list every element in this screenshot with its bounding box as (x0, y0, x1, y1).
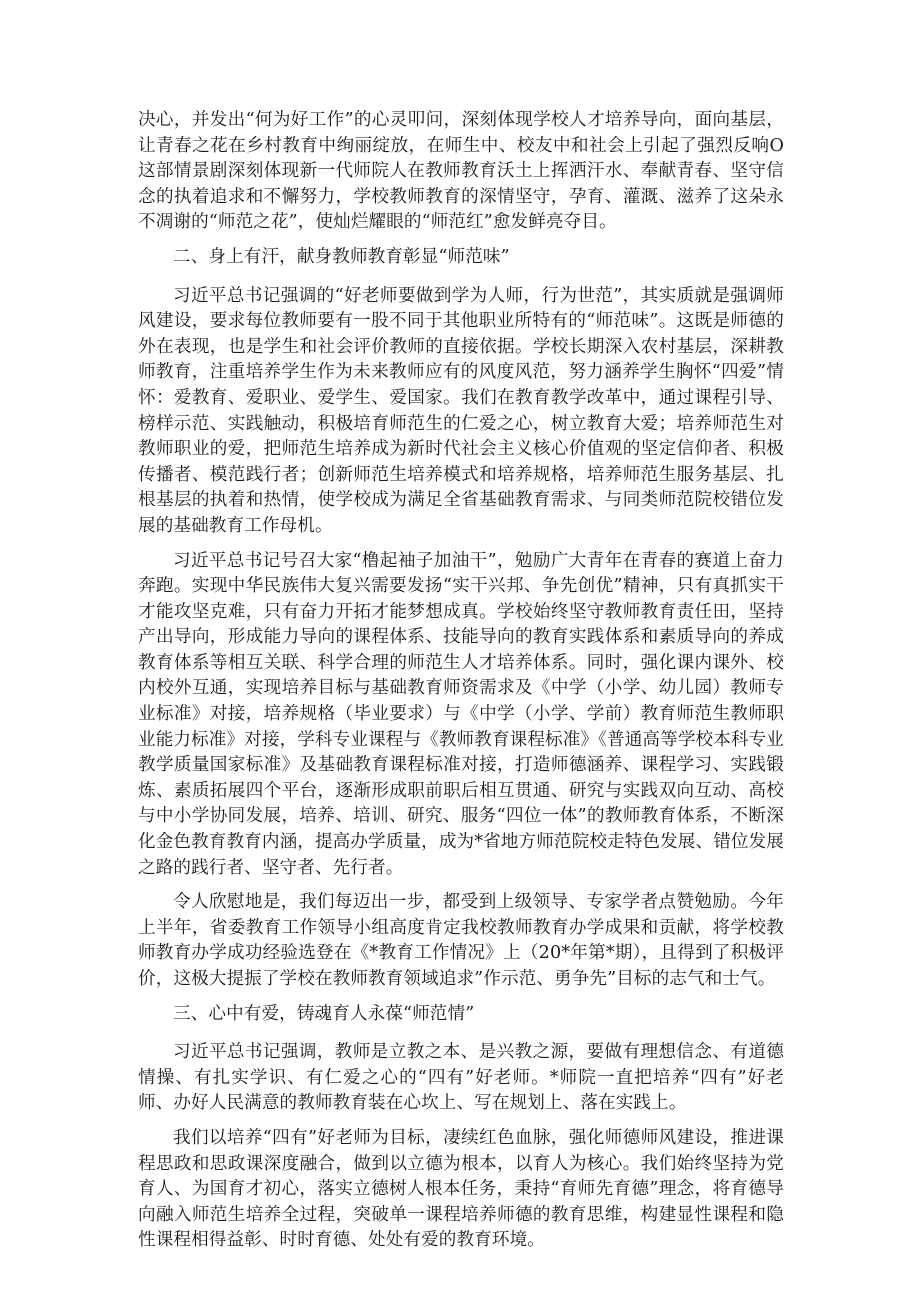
paragraph: 习近平总书记强调，教师是立教之本、是兴教之源，要做有理想信念、有道德情操、有扎实学识、有仁爱之心的“四有”好老师。*师院一直把培养“四有”好老师、办好人民满意的教师教育装在心坎上、写在规划上、落在实践上。 (138, 1042, 784, 1114)
document-page (138, 108, 784, 1263)
paragraph-continued: 决心，并发出“何为好工作”的心灵叩问，深刻体现学校人才培养导向，面向基层，让青春之花在乡村教育中绚丽绽放，在师生中、校友中和社会上引起了强烈反响O这部情景剧深刻体现新一代师院人在教师教育沃土上挥洒汗水、奉献青春、坚守信念的执着追求和不懈努力，学校教师教育的深情坚守，孕育、灌溉、滋养了这朵永不凋谢的“师范之花”，使灿烂耀眼的“师范红”愈发鲜亮夺目。 (138, 110, 784, 233)
paragraph: 习近平总书记号召大家“橹起袖子加油干”，勉励广大青年在青春的赛道上奋力奔跑。实现中华民族伟大复兴需要发扬“实干兴邦、争先创优”精神，只有真抓实干才能攻坚克难，只有奋力开拓才能梦想成真。学校始终坚守教师教育责任田，坚持产出导向，形成能力导向的课程体系、技能导向的教育实践体系和素质导向的养成教育体系等相互关联、科学合理的师范生人才培养体系。同时，强化课内课外、校内校外互通，实现培养目标与基础教育师资需求及《中学（小学、幼儿园）教师专业标准》对接，培养规格（毕业要求）与《中学（小学、学前）教育师范生教师职业能力标准》对接，学科专业课程与《教师教育课程标准》《普通高等学校本科专业教学质量国家标准》及基础教育课程标准对接，打造师德涵养、课程学习、实践锻炼、素质拓展四个平台，逐渐形成职前职后相互贯通、研究与实践双向互动、高校与中小学协同发展，培养、培训、研究、服务“四位一体”的教师教育体系，不断深化金色教育教育内涵，提高办学质量，成为*省地方师范院校走特色发展、错位发展之路的践行者、坚守者、先行者。 (138, 550, 784, 878)
section-heading-3: 三、心中有爱，铸魂育人永葆“师范情” (173, 1003, 475, 1024)
section-heading-2: 二、身上有汗，献身教师教育彰显“师范味” (173, 246, 510, 267)
paragraph: 习近平总书记强调的“好老师要做到学为人师，行为世范”，其实质就是强调师风建设，要求每位教师要有一股不同于其他职业所特有的“师范味”。这既是师德的外在表现，也是学生和社会评价教师的直接依据。学校长期深入农村基层，深耕教师教育，注重培养学生作为未来教师应有的风度风范，努力涵养学生胸怀“四爱”情怀：爱教育、爱职业、爱学生、爱国家。我们在教育教学改革中，通过课程引导、榜样示范、实践触动，积极培育师范生的仁爱之心，树立教育大爱；培养师范生对教师职业的爱，把师范生培养成为新时代社会主义核心价值观的坚定信仰者、积极传播者、模范践行者；创新师范生培养模式和培养规格，培养师范生服务基层、扎根基层的执着和热情，使学校成为满足全省基础教育需求、与同类师范院校错位发展的基础教育工作母机。 (138, 285, 784, 536)
paragraph: 令人欣慰地是，我们每迈出一步，都受到上级领导、专家学者点赞勉励。今年上半年，省委教育工作领导小组高度肯定我校教师教育办学成果和贡献，将学校教师教育办学成功经验选登在《*教育工作情况》上（20*年第*期），且得到了积极评价，这极大提振了学校在教师教育领域追求”作示范、勇争先”目标的志气和士气。 (138, 892, 784, 989)
paragraph: 我们以培养“四有”好老师为目标，凄续红色血脉，强化师德师风建设，推进课程思政和思政课深度融合，做到以立德为根本，以育人为核心。我们始终坚持为党育人、为国育才初心，落实立德树人根本任务，秉持“育师先育德”理念，将育德导向融入师范生培养全过程，突破单一课程培养师德的教育思维，构建显性课程和隐性课程相得益彰、时时育德、处处有爱的教育环境。 (138, 1127, 784, 1251)
